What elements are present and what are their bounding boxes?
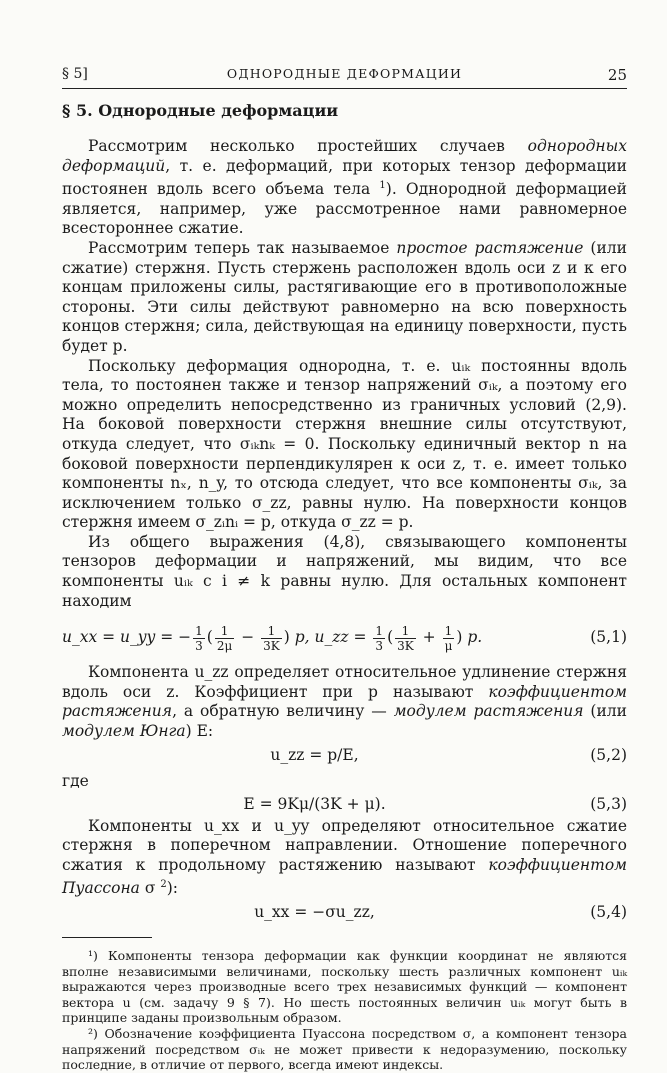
equation-5-1-math: u_xx = u_yy = − $\frac{1}{3}$ ( $\frac{1}{2\mu}$ − $\frac{1}{3K}$ ) p, u_zz = $\frac{1}{3}$ ( $\frac{1}{3K}$ + $\frac{1}{\mu}$ ) p. [62,623,483,653]
paragraph-4: Из общего выражения (4,8), связывающего компоненты тензоров деформации и напряжений, мы видим, что все компоненты uᵢₖ с i ≠ k равны нулю. Для остальных компонент находим [62,532,627,610]
equation-5-1-number: (5,1) [590,628,627,647]
header-section-ref: § 5] [62,66,88,82]
equation-5-3-math: E = 9Kμ/(3K + μ). [243,794,386,813]
equation-5-4-number: (5,4) [590,903,627,921]
paragraph-6: Компоненты u_xx и u_yy определяют относительное сжатие стержня в поперечном направлении. Отношение поперечного сжатия к продольному растяжению называют коэффициентом Пуассона σ $^2$): [62,816,627,898]
footnote-ref-2[interactable]: 2 [160,879,167,891]
paragraph-3: Поскольку деформация однородна, т. е. uᵢₖ постоянны вдоль тела, то постоянен также и тензор напряжений σᵢₖ, а поэтому его можно определить непосредственно из граничных условий (2,9). На боковой поверхности стержня внешние силы отсутствуют, откуда следует, что σᵢₖnₖ = 0. Поскольку единичный вектор n на боковой поверхности перпендикулярен к оси z, т. е. имеет только компоненты nₓ, n_y, то отсюда следует, что все компоненты σᵢₖ, за исключением только σ_zz, равны нулю. На поверхности концов стержня имеем σ_zᵢnᵢ = p, откуда σ_zz = p. [62,356,627,532]
equation-5-4-math: u_xx = −σu_zz, [254,903,375,921]
equation-5-1 [62,615,627,659]
paragraph-2: Рассмотрим теперь так называемое простое растяжение (или сжатие) стержня. Пусть стержень расположен вдоль оси z и к его концам приложены силы, растягивающие его в противоположные стороны. Эти силы действуют равномерно на всю поверхность концов стержня; сила, действующая на единицу поверхности, пусть будет p. [62,238,627,355]
footnote-1: ¹) Компоненты тензора деформации как функции координат не являются вполне независимыми величинами, поскольку шесть различных компонент uᵢₖ выражаются через производные всего трех независимых функций — компонент вектора u (см. задачу 9 § 7). Но шесть постоянных величин uᵢₖ могут быть в принципе заданы произвольным образом. [62,948,627,1026]
footnote-rule [62,937,152,938]
footnote-2: ²) Обозначение коэффициента Пуассона посредством σ, а компонент тензора напряжений посредством σᵢₖ не может привести к недоразумению, поскольку последние, в отличие от первого, всегда имеют индексы. [62,1025,627,1073]
footnote-ref-1[interactable]: 1 [379,180,386,192]
running-header [62,66,627,84]
equation-5-2 [62,742,627,768]
equation-5-2-math: u_zz = p/E, [270,745,359,764]
section-title: § 5. Однородные деформации [62,101,339,120]
paragraph-5: Компонента u_zz определяет относительное удлинение стержня вдоль оси z. Коэффициент при p называют коэффициентом растяжения, а обратную величину — модулем растяжения (или модулем Юнга) E: [62,663,627,741]
page-number: 25 [607,66,627,84]
page-body [62,100,627,1073]
header-rule [62,88,627,89]
equation-5-2-number: (5,2) [590,745,627,764]
header-running-title: ОДНОРОДНЫЕ ДЕФОРМАЦИИ [226,66,463,81]
equation-5-3-number: (5,3) [590,794,627,813]
where-word: где [62,771,89,790]
paragraph-1: Рассмотрим несколько простейших случаев однородных деформаций, т. е. деформаций, при которых тензор деформации постоянен вдоль всего объема тела $^1$). Однородной деформацией является, например, уже рассмотренное нами равномерное всестороннее сжатие. [62,137,627,238]
equation-5-3 [62,791,627,817]
equation-5-4 [62,899,627,925]
